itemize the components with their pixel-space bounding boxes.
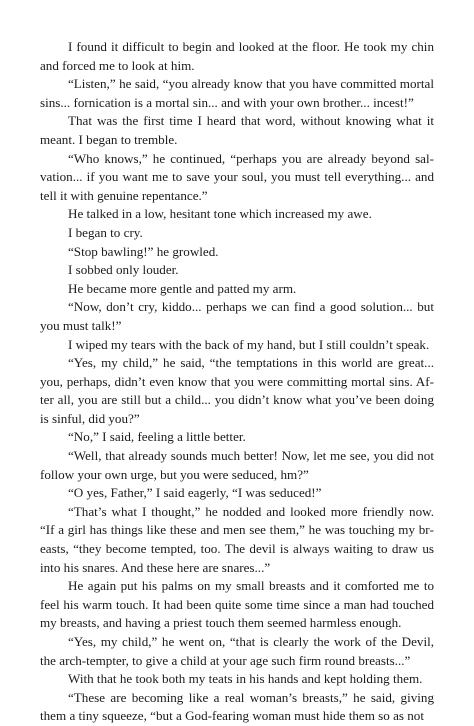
paragraph: I sobbed only louder. xyxy=(68,262,179,278)
paragraph: I wiped my tears with the back of my hand, but I still couldn’t speak. xyxy=(68,336,430,352)
paragraph: That was the first time I heard that word, without knowing what it meant. I began to tremble. xyxy=(40,113,434,147)
paragraph: With that he took both my teats in his hands and kept holding them. xyxy=(68,671,423,687)
paragraph: “Yes, my child,” he said, “the temptations in this world are great... you, perhaps, didn’t even know that you were committing mortal sins. After all, you are still but a child... you didn’t know what you’ve been doing is sinful, did you?” xyxy=(40,355,434,426)
paragraph: “Yes, my child,” he went on, “that is clearly the work of the Devil, the arch-tempter, to give a child at your age such firm round breasts...” xyxy=(40,634,434,668)
paragraph: “These are becoming like a real woman’s breasts,” he said, giving them a tiny squeeze, “but a God-fearing woman must hide them so as not xyxy=(40,689,434,724)
paragraph: “Listen,” he said, “you already know that you have committed mortal sins... fornication is a mortal sin... and with your own brother... incest!” xyxy=(40,76,434,110)
paragraph: “Well, that already sounds much better! Now, let me see, you did not follow your own urge, but you were seduced, hm?” xyxy=(40,448,434,482)
paragraph: He again put his palms on my small breasts and it comforted me to feel his warm touch. It had been quite some time since a man had touched my breasts, and having a priest touch them seemed harmless enough. xyxy=(40,578,434,631)
paragraph: “That’s what I thought,” he nodded and looked more friendly now. “If a girl has things like these and men see them,” he was touching my breasts, “they become tempted, too. The devil is always waiting to draw us into his snares. And these here are snares...” xyxy=(40,503,434,575)
paragraph: “Now, don’t cry, kiddo... perhaps we can find a good solution... but you must talk!” xyxy=(40,299,434,333)
paragraph: I began to cry. xyxy=(68,224,143,240)
paragraph: He became more gentle and patted my arm. xyxy=(68,280,297,296)
paragraph: I found it difficult to begin and looked at the floor. He took my chin and forced me to look at him. xyxy=(40,39,434,73)
paragraph: “No,” I said, feeling a little better. xyxy=(68,429,246,445)
paragraph: “Who knows,” he continued, “perhaps you are already beyond salvation... if you want me to save your soul, you must tell everything... and tell it with genuine repentance.” xyxy=(40,150,434,203)
paragraph: “O yes, Father,” I said eagerly, “I was seduced!” xyxy=(68,485,322,501)
paragraph: He talked in a low, hesitant tone which increased my awe. xyxy=(68,206,372,222)
paragraph: “Stop bawling!” he growled. xyxy=(68,243,219,259)
